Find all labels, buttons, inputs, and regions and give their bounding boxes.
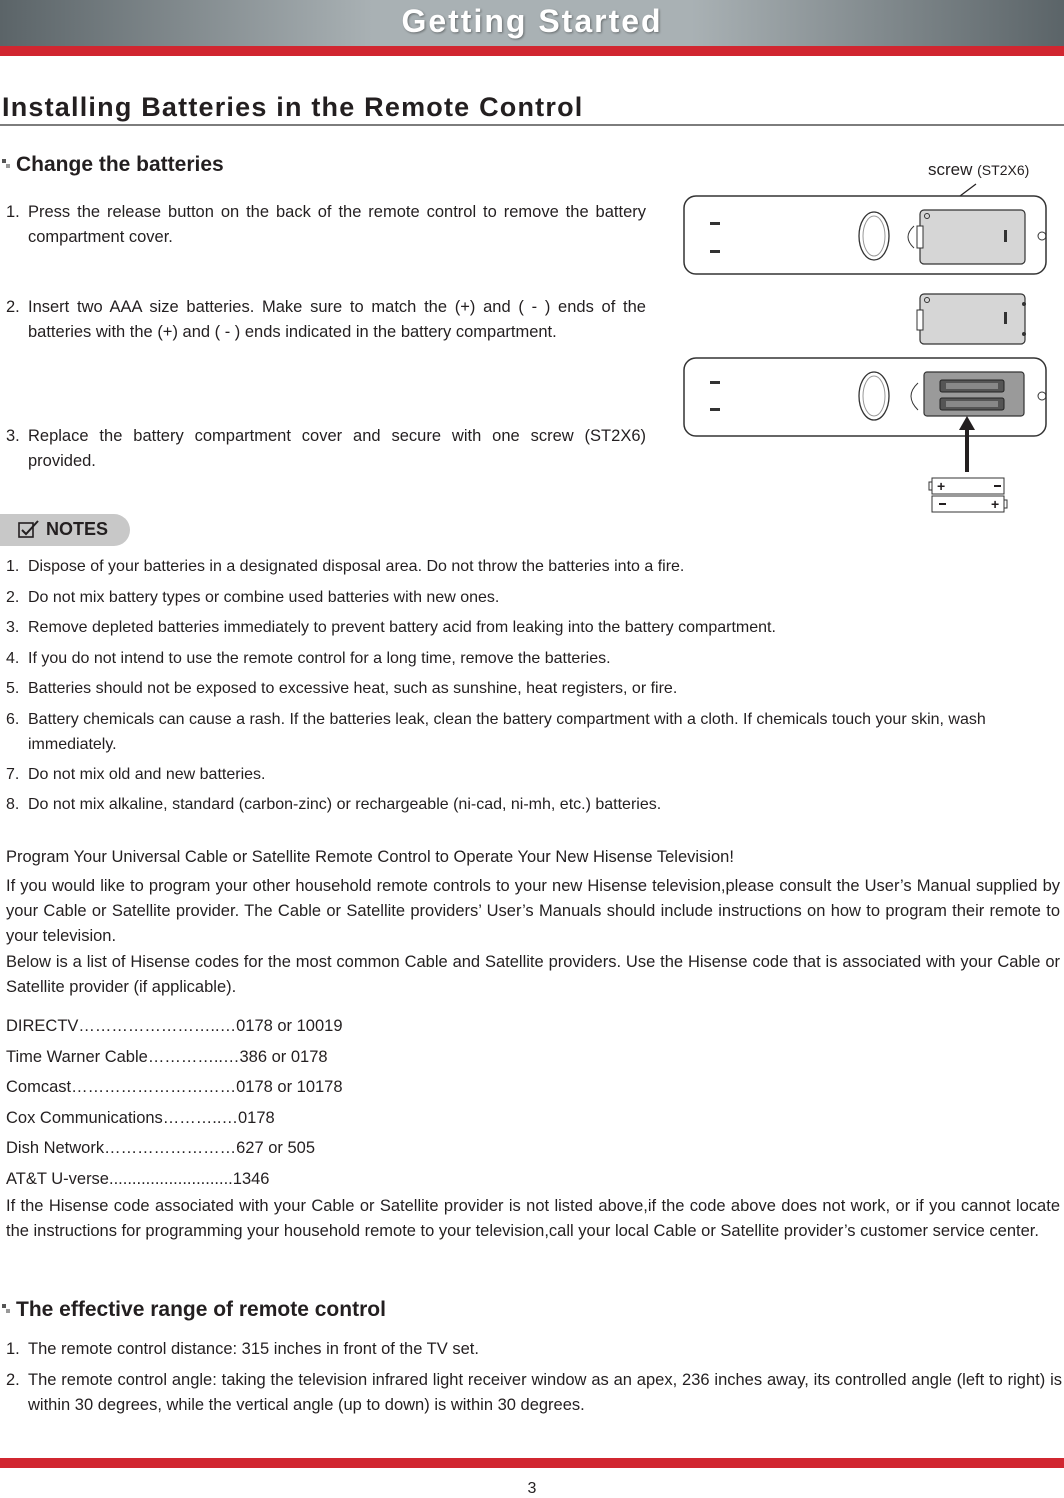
step-1: 1. Press the release button on the back of the remote control to remove the battery compartment cover. (6, 203, 646, 246)
screw-label: screw (ST2X6) (928, 160, 1030, 179)
note-item: 2. Do not mix battery types or combine used batteries with new ones. (6, 589, 500, 606)
provider-code: DIRECTV……………………..…0178 or 10019 (6, 1017, 343, 1035)
note-item: 1. Dispose of your batteries in a designated disposal area. Do not throw the batteries into a fire. (6, 558, 685, 575)
provider-code: Dish Network……………………627 or 505 (6, 1139, 316, 1157)
bullet-icon (2, 159, 10, 169)
program-title: Program Your Universal Cable or Satellite Remote Control to Operate Your New Hisense Television! (6, 848, 734, 866)
section-heading-change: Change the batteries (0, 153, 224, 177)
provider-code: AT&T U-verse...........................1346 (6, 1170, 270, 1188)
page-title: Installing Batteries in the Remote Control (2, 92, 584, 122)
note-item: 4. If you do not intend to use the remote control for a long time, remove the batteries. (6, 650, 611, 667)
battery-cover-icon (917, 294, 1026, 344)
program-paragraph-3: If the Hisense code associated with your Cable or Satellite provider is not listed above,if the code above does not work, or if you cannot locate the instructions for programming your household remote to your television,call your local Cable or Satellite provider’s customer service center. (6, 1197, 1060, 1240)
remote-back-open-icon (684, 358, 1046, 436)
range-item: 1. The remote control distance: 315 inches in front of the TV set. (6, 1340, 479, 1358)
provider-code: Time Warner Cable…………..…386 or 0178 (6, 1048, 328, 1066)
range-item: 2. The remote control angle: taking the television infrared light receiver window as an apex, 236 inches away, its controlled angle (left to right) is within 30 degrees, while the vertical angle (up to down) is within 30 degrees. (6, 1371, 1062, 1414)
header-red-rule (0, 46, 1064, 56)
banner-title: Getting Started (401, 3, 663, 39)
bullet-icon (2, 1304, 10, 1314)
program-paragraph-2: Below is a list of Hisense codes for the most common Cable and Satellite providers. Use the Hisense code that is associated with your Cable or Satellite provider (if applicable). (6, 953, 1060, 996)
step-3: 3. Replace the battery compartment cover and secure with one screw (ST2X6) provided. (6, 427, 646, 470)
note-item: 8. Do not mix alkaline, standard (carbon-zinc) or rechargeable (ni-cad, ni-mh, etc.) batteries. (6, 796, 662, 813)
section-heading-range: The effective range of remote control (0, 1298, 386, 1322)
title-rule (0, 124, 1064, 126)
footer-red-rule (0, 1458, 1064, 1468)
note-item: 7. Do not mix old and new batteries. (6, 766, 266, 783)
checkbox-note-icon (18, 519, 40, 539)
provider-code: Comcast…………………………0178 or 10178 (6, 1078, 343, 1096)
aaa-batteries-icon (929, 478, 1007, 512)
remote-battery-illustration (670, 178, 1050, 520)
provider-code: Cox Communications………..…0178 (6, 1109, 275, 1127)
step-2: 2. Insert two AAA size batteries. Make sure to match the (+) and ( - ) ends of the batteries with the (+) and ( - ) ends indicated in the battery compartment. (6, 298, 646, 341)
page-number: 3 (527, 1480, 537, 1497)
remote-back-closed-icon (684, 196, 1046, 274)
svg-text:+: + (937, 478, 946, 494)
note-item: 6. Battery chemicals can cause a rash. If the batteries leak, clean the battery compartment with a cloth. If chemicals touch your skin, wash immediately. (6, 711, 986, 753)
note-item: 5. Batteries should not be exposed to excessive heat, such as sunshine, heat registers, or fire. (6, 680, 678, 697)
program-paragraph-1: If you would like to program your other household remote controls to your new Hisense television,please consult the User’s Manual supplied by your Cable or Satellite provider. The Cable or Satellite providers’ User’s Manuals should include instructions on how to program their remote to your television. (6, 877, 1060, 945)
note-item: 3. Remove depleted batteries immediately to prevent battery acid from leaking into the battery compartment. (6, 619, 776, 636)
notes-label: NOTES (46, 519, 109, 539)
svg-text:+: + (991, 496, 1000, 512)
